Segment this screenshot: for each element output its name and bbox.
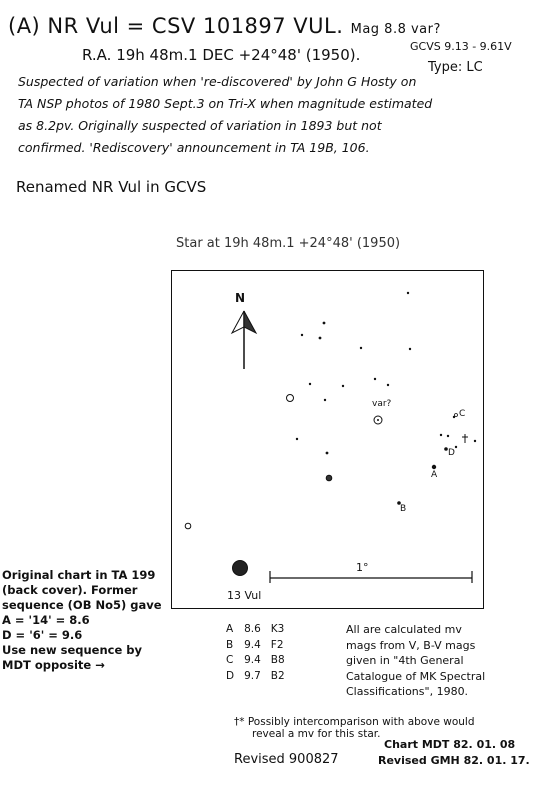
north-arrow-icon (232, 311, 256, 369)
note-line: as 8.2pv. Originally suspected of variation in 1893 but not (18, 118, 382, 133)
finder-chart (171, 270, 484, 609)
bright-star-label: 13 Vul (227, 589, 262, 602)
comp-mag: 9.4 (244, 654, 261, 666)
original-note-line: D = '6' = 9.6 (2, 628, 83, 642)
gcvs-range: GCVS 9.13 - 9.61V (410, 40, 512, 53)
original-note-line: sequence (OB No5) gave (2, 598, 162, 612)
original-chart-note (2, 568, 162, 673)
original-note-line: MDT opposite → (2, 658, 105, 672)
comp-id: C (226, 654, 234, 666)
comparison-star-a (432, 465, 436, 469)
label-c: C (459, 409, 466, 419)
comp-id: D (226, 669, 235, 682)
calc-note-line: Catalogue of MK Spectral (346, 669, 486, 683)
variable-type: Type: LC (428, 60, 483, 75)
star-field (172, 271, 485, 610)
variable-label: var? (372, 399, 392, 409)
table-row (226, 653, 295, 669)
revised-credit: Revised GMH 82. 01. 17. (378, 754, 530, 767)
dagger-marker-icon (462, 434, 468, 443)
page-title (8, 14, 441, 38)
comp-spec: B8 (270, 654, 285, 666)
label-b: B (400, 504, 407, 514)
comp-spec: K3 (270, 623, 285, 635)
comparison-table (226, 622, 295, 684)
revised-date: Revised 900827 (234, 752, 339, 767)
star (326, 475, 332, 481)
field-stars (296, 292, 476, 455)
comparison-star-c (455, 414, 458, 417)
table-row (226, 669, 295, 685)
chart-credit: Chart MDT 82. 01. 08 (384, 738, 516, 751)
star-open (287, 395, 294, 402)
star-position: Star at 19h 48m.1 +24°48' (1950) (176, 236, 401, 251)
scale-label: 1° (356, 561, 369, 574)
original-note-line: A = '14' = 8.6 (2, 613, 90, 627)
note-line: TA NSP photos of 1980 Sept.3 on Tri-X when magnitude estimated (18, 96, 433, 111)
note-line: confirmed. 'Rediscovery' announcement in TA 19B, 106. (18, 140, 370, 155)
star-open (185, 523, 191, 529)
comp-mag: 9.7 (244, 669, 261, 682)
scale-bar (270, 571, 472, 583)
calc-note-line: mags from V, B-V mags (346, 638, 476, 652)
label-d: D (448, 448, 455, 458)
north-label: N (235, 291, 246, 305)
table-row (226, 622, 295, 638)
magnitude-note: Mag 8.8 var? (350, 22, 441, 37)
original-note-line: (back cover). Former (2, 583, 138, 597)
note-line: Suspected of variation when 're-discovered' by John G Hosty on (18, 74, 417, 89)
original-note-line: Original chart in TA 199 (2, 568, 156, 582)
variable-star-dot (377, 419, 379, 421)
comp-id: B (226, 638, 234, 651)
comp-spec: B2 (270, 669, 285, 682)
title-text: (A) NR Vul = CSV 101897 VUL. (8, 14, 344, 38)
renamed-note: Renamed NR Vul in GCVS (16, 178, 207, 196)
comp-mag: 8.6 (244, 623, 261, 635)
footnote-line: reveal a mv for this star. (252, 728, 381, 740)
footnote (234, 716, 475, 740)
comp-id: A (226, 623, 234, 635)
label-a: A (431, 470, 438, 480)
footnote-line: †* Possibly intercomparison with above would (234, 716, 475, 728)
calc-note-line: given in "4th General (346, 654, 464, 667)
calc-note-line: Classifications", 1980. (346, 685, 469, 698)
calc-note-line: All are calculated mv (346, 623, 462, 636)
bright-star-13-vul (233, 561, 248, 576)
table-row (226, 638, 295, 654)
comp-spec: F2 (270, 638, 284, 651)
original-note-line: Use new sequence by (2, 643, 142, 657)
coordinates: R.A. 19h 48m.1 DEC +24°48' (1950). (82, 46, 361, 64)
comp-mag: 9.4 (244, 638, 261, 651)
calculation-note (346, 622, 485, 700)
